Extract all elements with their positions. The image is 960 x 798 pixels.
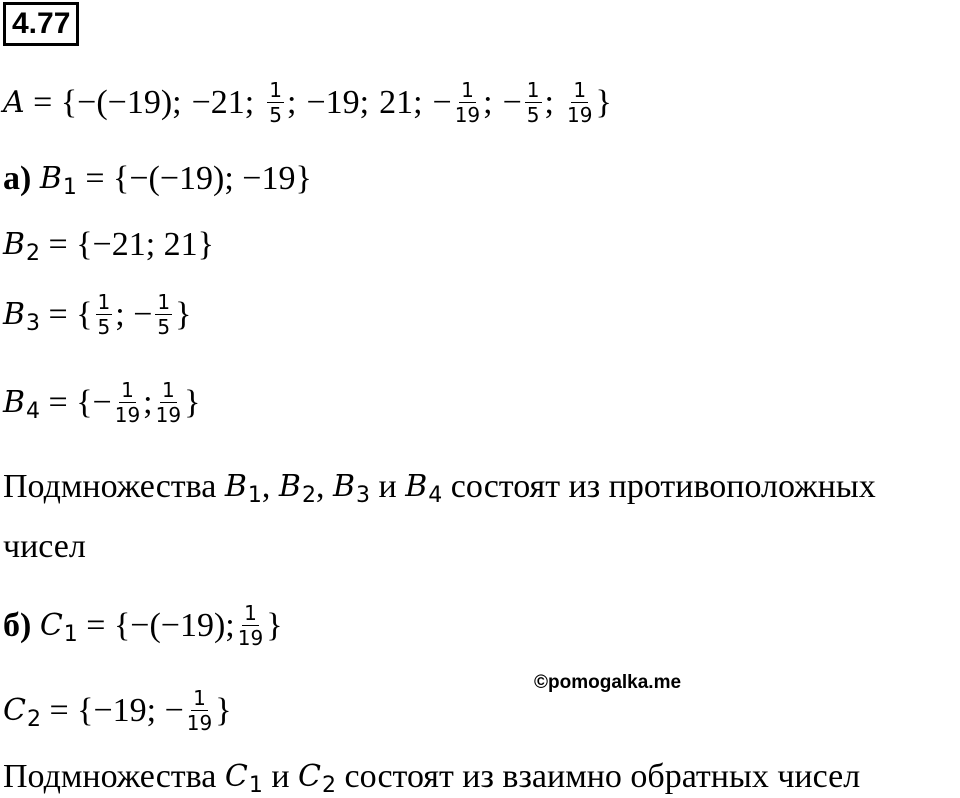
c2-sub: 2 bbox=[26, 706, 41, 732]
b2-content: = {−21; 21} bbox=[40, 226, 214, 263]
conclusion-a-text-4: чисел bbox=[3, 528, 86, 565]
a-item-3: −19; bbox=[306, 83, 370, 121]
b3-sub: 3 bbox=[26, 310, 41, 336]
conc-c2-name: C bbox=[298, 759, 322, 794]
b4-prefix: = {− bbox=[40, 383, 112, 421]
c1-prefix: = {−(−19); bbox=[77, 606, 235, 644]
part-b-label: б) bbox=[3, 606, 32, 644]
conclusion-b-text-1: Подмножества bbox=[3, 758, 217, 795]
b3-frac-2: $\frac{1}{5}$ bbox=[157, 290, 171, 339]
a-minus-1: − bbox=[432, 83, 452, 121]
set-a-name: A bbox=[3, 84, 25, 120]
set-a-line bbox=[3, 80, 612, 125]
conc-b3-name: B bbox=[332, 469, 356, 504]
conc-b1-name: B bbox=[224, 469, 247, 504]
b4-mid: ; bbox=[143, 383, 153, 421]
b4-suffix: } bbox=[184, 383, 201, 421]
a-close: } bbox=[595, 83, 612, 121]
b4-line bbox=[3, 380, 200, 425]
conclusion-a-text-3: состоят из противоположных bbox=[450, 468, 876, 505]
a-frac-2: $\frac{1}{19}$ bbox=[454, 78, 481, 127]
b2-name: B bbox=[3, 227, 26, 262]
b4-sub: 4 bbox=[26, 398, 41, 424]
part-a-label: а) bbox=[3, 160, 32, 197]
a-frac-3: $\frac{1}{5}$ bbox=[526, 78, 540, 127]
a-sep-3: ; bbox=[544, 83, 554, 121]
conclusion-a-text-1: Подмножества bbox=[3, 468, 217, 505]
watermark: ©pomogalka.me bbox=[534, 672, 682, 693]
c2-suffix: } bbox=[215, 691, 232, 729]
a-sep-1: ; bbox=[286, 83, 297, 121]
b4-frac-1: $\frac{1}{19}$ bbox=[114, 378, 141, 427]
b2-sub: 2 bbox=[26, 241, 41, 266]
problem-number: 4.77 bbox=[3, 2, 79, 46]
c2-frac: $\frac{1}{19}$ bbox=[186, 686, 213, 735]
a-item-1: −(−19); bbox=[77, 83, 182, 121]
conc-b4-sub: 4 bbox=[428, 483, 443, 508]
b1-content: = {−(−19); −19} bbox=[76, 160, 312, 197]
c2-prefix: = {−19; − bbox=[40, 691, 184, 729]
conclusion-a-line: Подмножества B 1 , B 2 , B 3 и B 4 состоят из противоположных bbox=[3, 468, 876, 508]
conclusion-b-line bbox=[3, 758, 861, 798]
conc-b2-name: B bbox=[278, 469, 301, 504]
conc-c1-name: C bbox=[224, 759, 248, 794]
c1-line bbox=[3, 603, 283, 648]
conc-b3-sub: 3 bbox=[356, 483, 371, 508]
b3-frac-1: $\frac{1}{5}$ bbox=[97, 290, 111, 339]
c1-name: C bbox=[39, 607, 63, 643]
c1-sub: 1 bbox=[63, 621, 78, 647]
b3-line bbox=[3, 292, 191, 337]
a-item-2: −21; bbox=[191, 83, 255, 121]
c2-line bbox=[3, 688, 232, 733]
b1-line bbox=[3, 160, 312, 200]
conc-c1-sub: 1 bbox=[248, 773, 263, 798]
conc-c2-sub: 2 bbox=[322, 773, 337, 798]
a-item-4: 21; bbox=[379, 83, 423, 121]
conclusion-a-text-2: и bbox=[378, 468, 397, 505]
conclusion-a-line-2 bbox=[3, 530, 86, 564]
c1-suffix: } bbox=[266, 606, 283, 644]
conclusion-b-text-2: и bbox=[271, 758, 290, 795]
b1-name: B bbox=[39, 161, 62, 196]
conc-b1-sub: 1 bbox=[247, 483, 262, 508]
conc-b2-sub: 2 bbox=[301, 483, 316, 508]
a-minus-2: − bbox=[502, 83, 522, 121]
c1-frac: $\frac{1}{19}$ bbox=[237, 601, 264, 650]
set-a-eq: = { bbox=[24, 83, 78, 121]
a-sep-2: ; bbox=[483, 83, 493, 121]
b3-prefix: = { bbox=[40, 295, 93, 333]
c2-name: C bbox=[3, 692, 26, 728]
b1-sub: 1 bbox=[62, 175, 77, 200]
conc-b4-name: B bbox=[405, 469, 428, 504]
a-frac-1: $\frac{1}{5}$ bbox=[269, 78, 282, 127]
conclusion-b-text-3: состоят из взаимно обратных чисел bbox=[344, 758, 861, 795]
b4-frac-2: $\frac{1}{19}$ bbox=[155, 378, 182, 427]
b3-suffix: } bbox=[175, 295, 192, 333]
b3-name: B bbox=[3, 296, 26, 332]
b3-mid: ; − bbox=[115, 295, 153, 333]
b4-name: B bbox=[3, 384, 26, 420]
b2-line bbox=[3, 226, 214, 266]
a-frac-4: $\frac{1}{19}$ bbox=[566, 78, 593, 127]
